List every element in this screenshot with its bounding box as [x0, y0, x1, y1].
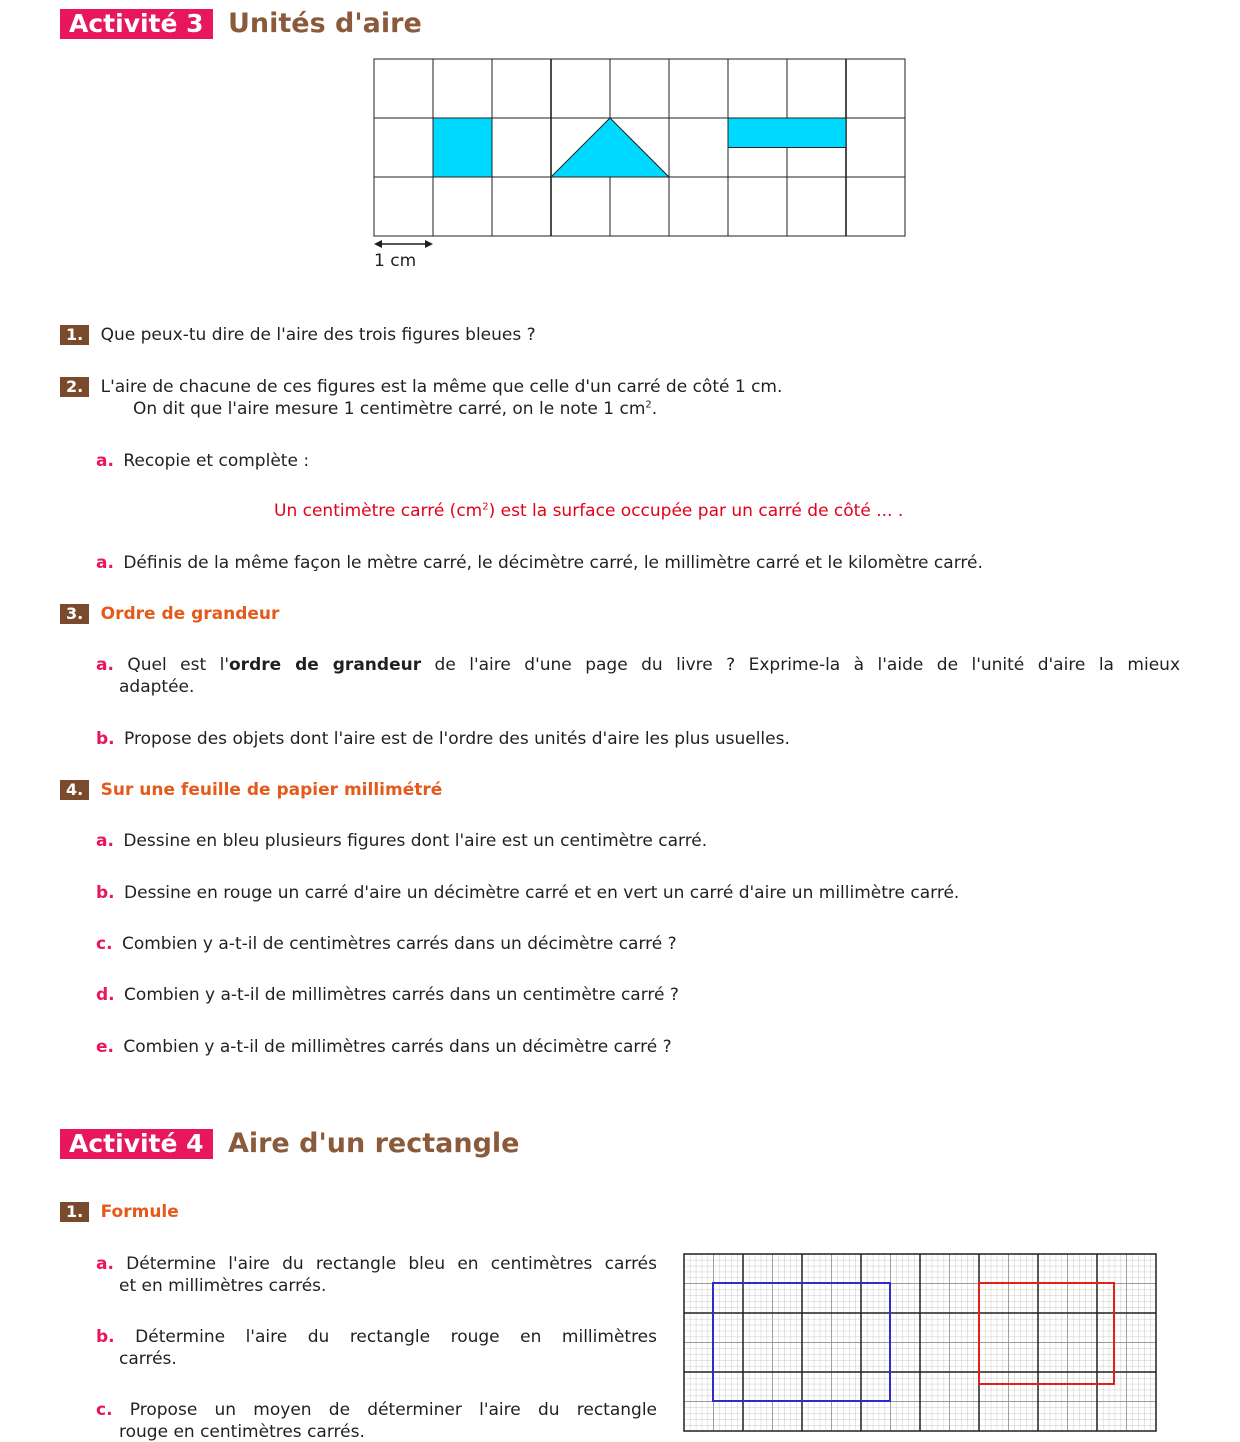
activity-4-question-1-title: Formule: [100, 1202, 179, 1222]
question-3-number: 3.: [60, 604, 89, 624]
activity-4-title: Aire d'un rectangle: [227, 1128, 520, 1159]
activity-4-question-1c: [96, 1400, 657, 1420]
blue-triangle: [551, 118, 669, 177]
activity-3-header: [60, 8, 422, 39]
question-2-line-2: [133, 399, 657, 419]
activity-4-question-1b-line-1: Détermine l'aire du rectangle rouge en millimètres: [135, 1327, 657, 1347]
graph-paper-figure: [680, 1250, 1160, 1436]
question-4d-label: d.: [96, 985, 115, 1005]
activity-4-question-1c-line-1: Propose un moyen de déterminer l'aire du rectangle: [129, 1400, 658, 1420]
question-4c-label: c.: [96, 934, 113, 954]
question-3a-label: a.: [96, 655, 114, 675]
question-2a: [96, 451, 309, 471]
definition-after: ) est la surface occupée par un carré de côté ... .: [488, 501, 904, 521]
question-1: [60, 325, 536, 345]
question-4b: [96, 883, 959, 903]
activity-4-header: [60, 1128, 519, 1159]
question-4c-text: Combien y a-t-il de centimètres carrés dans un décimètre carré ?: [121, 934, 677, 954]
question-4e: [96, 1037, 672, 1057]
question-3a: [96, 655, 1180, 675]
question-4e-text: Combien y a-t-il de millimètres carrés dans un décimètre carré ?: [123, 1037, 672, 1057]
question-4d: [96, 985, 679, 1005]
question-3: [60, 604, 279, 624]
scale-label: 1 cm: [374, 251, 417, 271]
question-4a: [96, 831, 707, 851]
activity-4-question-1b: [96, 1327, 657, 1347]
question-3b-text: Propose des objets dont l'aire est de l'ordre des unités d'aire les plus usuelles.: [124, 729, 790, 749]
question-4-title: Sur une feuille de papier millimétré: [100, 780, 443, 800]
activity-3-title: Unités d'aire: [227, 8, 422, 39]
question-2b-label: a.: [96, 553, 114, 573]
question-4b-text: Dessine en rouge un carré d'aire un décimètre carré et en vert un carré d'aire un millimètre carré.: [124, 883, 960, 903]
question-4e-label: e.: [96, 1037, 114, 1057]
question-1-text: Que peux-tu dire de l'aire des trois figures bleues ?: [100, 325, 536, 345]
activity-4-question-1a-line-1: Détermine l'aire du rectangle bleu en centimètres carrés: [126, 1254, 658, 1274]
question-2-number: 2.: [60, 377, 89, 397]
activity-4-question-1b-label: b.: [96, 1327, 115, 1347]
definition-sup: 2: [482, 501, 489, 513]
question-3b: [96, 729, 790, 749]
question-4-number: 4.: [60, 780, 89, 800]
question-4a-label: a.: [96, 831, 114, 851]
scale-arrow: [374, 240, 433, 248]
question-1-number: 1.: [60, 325, 89, 345]
definition-to-complete: [274, 501, 903, 521]
question-2b: [96, 553, 983, 573]
question-4: [60, 780, 442, 800]
question-2-line-2-sup: 2: [645, 399, 652, 411]
activity-4-question-1c-line-2: rouge en centimètres carrés.: [119, 1422, 365, 1442]
blue-strip: [728, 118, 846, 148]
question-4c: [96, 934, 677, 954]
question-2a-label: a.: [96, 451, 114, 471]
activity-4-question-1a-line-2: et en millimètres carrés.: [119, 1276, 327, 1296]
question-4a-text: Dessine en bleu plusieurs figures dont l'aire est un centimètre carré.: [123, 831, 708, 851]
activity-4-question-1-number: 1.: [60, 1202, 89, 1222]
definition-before: Un centimètre carré (cm: [274, 501, 483, 521]
question-4b-label: b.: [96, 883, 115, 903]
question-3b-label: b.: [96, 729, 115, 749]
question-3a-pre: Quel est l': [127, 655, 229, 675]
activity-4-question-1c-label: c.: [96, 1400, 113, 1420]
question-3a-line-2: adaptée.: [119, 677, 195, 697]
question-3a-post: de l'aire d'une page du livre ? Exprime-la à l'aide de l'unité d'aire la mieux: [421, 655, 1181, 675]
blue-square: [433, 118, 492, 177]
question-2-line-2-text: On dit que l'aire mesure 1 centimètre carré, on le note 1 cm: [133, 399, 646, 419]
question-4d-text: Combien y a-t-il de millimètres carrés dans un centimètre carré ?: [124, 985, 679, 1005]
activity-3-tag: Activité 3: [60, 9, 213, 39]
question-2a-text: Recopie et complète :: [123, 451, 310, 471]
activity-4-question-1: [60, 1202, 179, 1222]
unit-grid-figure: [370, 55, 910, 275]
activity-4-tag: Activité 4: [60, 1129, 213, 1159]
question-2b-text: Définis de la même façon le mètre carré, le décimètre carré, le millimètre carré et le kilomètre carré.: [123, 553, 983, 573]
question-2-line-2-end: .: [651, 399, 658, 419]
question-2-line-1: L'aire de chacune de ces figures est la même que celle d'un carré de côté 1 cm.: [100, 377, 783, 397]
activity-4-question-1b-line-2: carrés.: [119, 1349, 177, 1369]
activity-4-question-1a: [96, 1254, 657, 1274]
question-2: [60, 377, 782, 397]
question-3a-bold: ordre de grandeur: [229, 655, 422, 675]
activity-4-question-1a-label: a.: [96, 1254, 114, 1274]
question-3-title: Ordre de grandeur: [100, 604, 280, 624]
